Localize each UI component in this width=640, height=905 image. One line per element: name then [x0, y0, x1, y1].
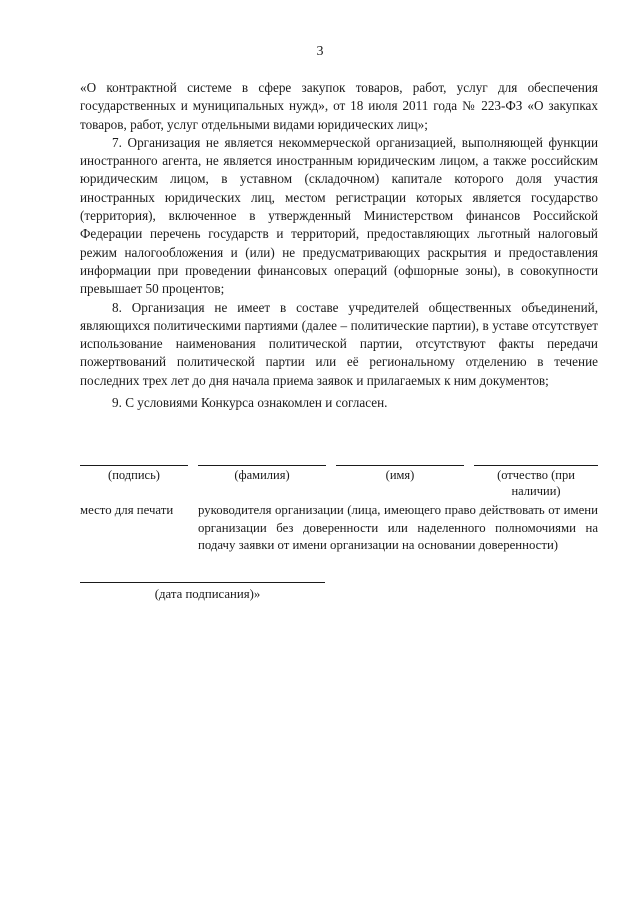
paragraph-item-7: 7. Организация не является некоммерческой организацией, выполняющей функции иностранного агента, не является иностранным юридическим лицом, а также российским юридическим лицом, в уставном (складочном) капитале которого доля участия иностранных юридических лиц, местом регистрации которых является государство (территория), включенное в утвержденный Министерством финансов Российской Федерации перечень государств и территорий, предоставляющих льготный налоговый режим налогообложения и (или) не предусматривающих раскрытия и предоставления информации при проведении финансовых операций (офшорные зоны), в совокупности превышает 50 процентов;: [80, 134, 598, 297]
surname-caption: (фамилия): [234, 468, 290, 482]
signature-lines: [80, 465, 598, 466]
stamp-label: место для печати: [80, 503, 174, 517]
signature-line: [80, 465, 188, 466]
stamp-description: руководителя организации (лица, имеющего право действовать от имени организации без доверенности или наделенного полномочиями на подачу заявки от имени организации на основании доверенности): [198, 503, 598, 552]
signature-captions: [80, 467, 598, 499]
patronymic-line: [474, 465, 598, 466]
name-line: [336, 465, 464, 466]
date-caption: (дата подписания)»: [154, 587, 261, 601]
surname-line: [198, 465, 326, 466]
date-block: [80, 582, 325, 602]
paragraph-continuation: «О контрактной системе в сфере закупок товаров, работ, услуг для обеспечения государственных и муниципальных нужд», от 18 июля 2011 года № 223-ФЗ «О закупках товаров, работ, услуг отдельными видами юридических лиц»;: [80, 80, 598, 132]
paragraph-item-9: 9. С условиями Конкурса ознакомлен и согласен.: [112, 395, 388, 411]
signature-caption: (подпись): [108, 468, 160, 482]
patronymic-caption: (отчество (при наличии): [497, 468, 575, 498]
date-line: [80, 582, 325, 583]
signature-block: [80, 465, 598, 499]
stamp-block: [80, 502, 598, 555]
paragraph-item-8: 8. Организация не имеет в составе учредителей общественных объединений, являющихся политическими партиями (далее – политические партии), в уставе отсутствует использование наименования политической партии, отсутствуют факты передачи пожертвований политической партии или её региональному отделению в течение последних трех лет до дня начала приема заявок и прилагаемых к ним документов;: [80, 299, 598, 388]
page-number: 3: [316, 44, 324, 59]
document-body: [80, 79, 598, 412]
name-caption: (имя): [385, 468, 415, 482]
